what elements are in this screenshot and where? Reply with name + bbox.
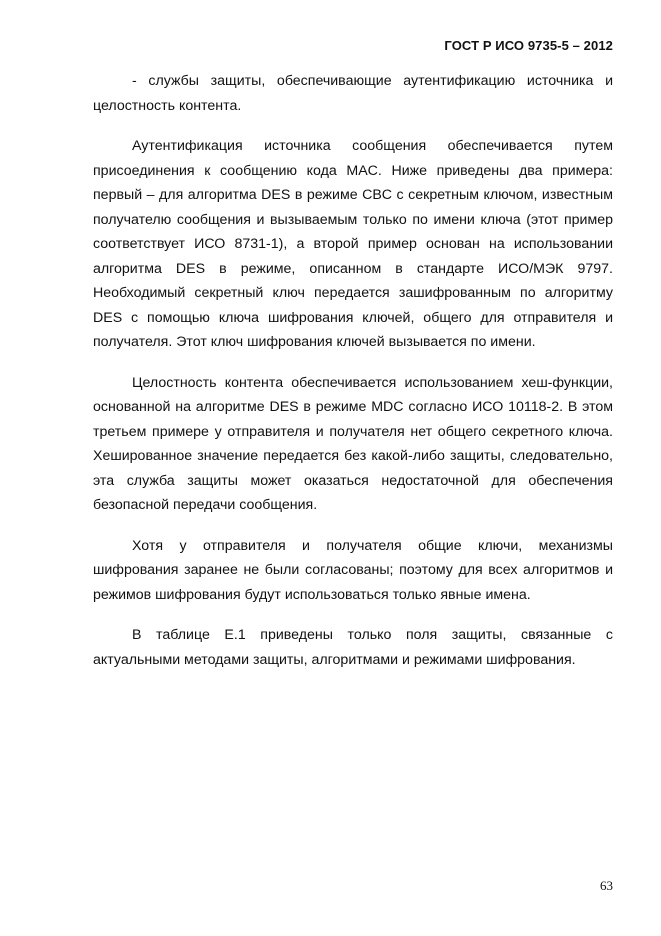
- page-number: 63: [600, 878, 613, 893]
- document-header: ГОСТ Р ИСО 9735-5 – 2012: [444, 38, 613, 53]
- paragraph-services-list-item: - службы защиты, обеспечивающие аутентификацию источника и целостность контента.: [93, 73, 613, 114]
- paragraph-content-integrity: Целостность контента обеспечивается использованием хеш-функции, основанной на алгоритме DES в режиме MDC согласно ИСО 10118-2. В этом третьем примере у отправителя и получателя нет общего секретного ключа. Хешированное значение передается без какой-либо защиты, следовательно, эта служба защиты может оказаться недостаточной для обеспечения безопасной передачи сообщения.: [93, 374, 613, 513]
- document-body: [93, 69, 613, 688]
- paragraph-source-authentication: Аутентификация источника сообщения обеспечивается путем присоединения к сообщению кода MAC. Ниже приведены два примера: первый – для алгоритма DES в режиме CBC с секретным ключом, известным получателю сообщения и вызываемым только по имени ключа (этот пример соответствует ИСО 8731-1), а второй пример основан на использовании алгоритма DES в режиме, описанном в стандарте ИСО/МЭК 9797. Необходимый секретный ключ передается зашифрованным по алгоритму DES с помощью ключа шифрования ключей, общего для отправителя и получателя. Этот ключ шифрования ключей вызывается по имени.: [93, 138, 613, 350]
- paragraph-explicit-names: Хотя у отправителя и получателя общие ключи, механизмы шифрования заранее не были согласованы; поэтому для всех алгоритмов и режимов шифрования будут использоваться только явные имена.: [93, 537, 613, 603]
- paragraph-table-reference: В таблице Е.1 приведены только поля защиты, связанные с актуальными методами защиты, алгоритмами и режимами шифрования.: [93, 627, 613, 668]
